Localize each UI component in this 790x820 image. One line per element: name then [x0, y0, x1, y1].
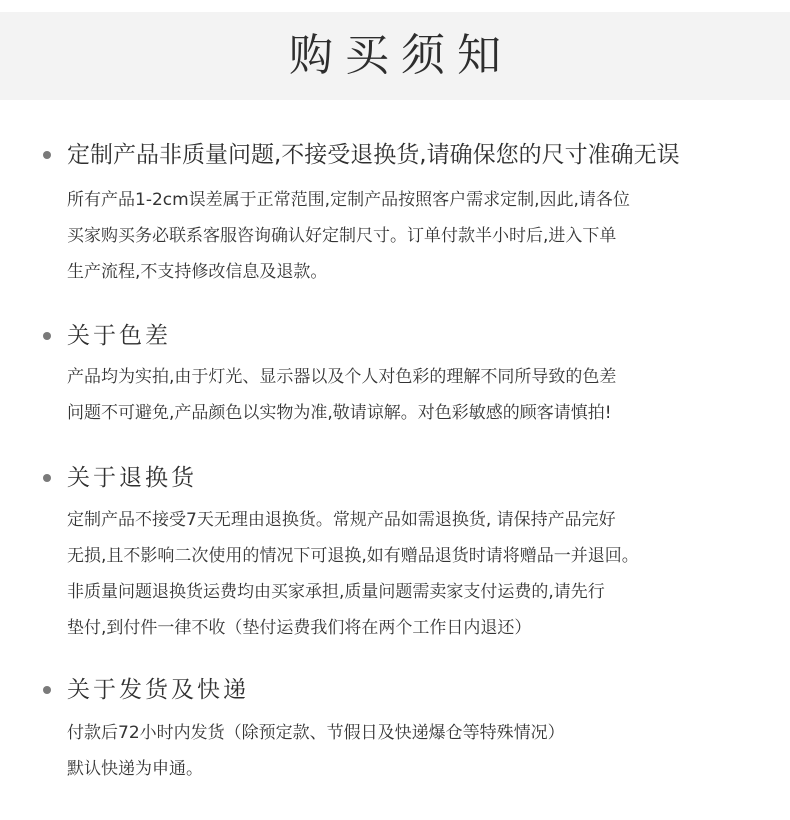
bullet-dot-icon [43, 686, 51, 694]
section-title: 定制产品非质量问题,不接受退换货,请确保您的尺寸准确无误 [67, 142, 680, 168]
bullet-dot-icon [43, 151, 51, 159]
section-text-line: 定制产品不接受7天无理由退换货。常规产品如需退换货, 请保持产品完好 [67, 510, 616, 530]
page-title: 购买须知 [289, 30, 513, 81]
section-text-line: 垫付,到付件一律不收（垫付运费我们将在两个工作日内退还） [67, 618, 532, 638]
section-title: 关于退换货 [67, 465, 197, 491]
section-text-line: 所有产品1-2cm误差属于正常范围,定制产品按照客户需求定制,因此,请各位 [67, 190, 630, 210]
bullet-dot-icon [43, 474, 51, 482]
page-header [0, 12, 790, 100]
section-text-line: 付款后72小时内发货（除预定款、节假日及快递爆仓等特殊情况） [67, 723, 565, 743]
section-text-line: 默认快递为申通。 [67, 759, 203, 779]
section-text-line: 买家购买务必联系客服咨询确认好定制尺寸。订单付款半小时后,进入下单 [67, 226, 617, 246]
section-text-line: 无损,且不影响二次使用的情况下可退换,如有赠品退货时请将赠品一并退回。 [67, 546, 639, 566]
section-title: 关于发货及快递 [67, 677, 249, 703]
section-title: 关于色差 [67, 323, 171, 349]
section-text-line: 非质量问题退换货运费均由买家承担,质量问题需卖家支付运费的,请先行 [67, 582, 605, 602]
section-text-line: 生产流程,不支持修改信息及退款。 [67, 262, 328, 282]
section-text-line: 产品均为实拍,由于灯光、显示器以及个人对色彩的理解不同所导致的色差 [67, 367, 617, 387]
bullet-dot-icon [43, 332, 51, 340]
section-text-line: 问题不可避免,产品颜色以实物为准,敬请谅解。对色彩敏感的顾客请慎拍! [67, 403, 612, 423]
